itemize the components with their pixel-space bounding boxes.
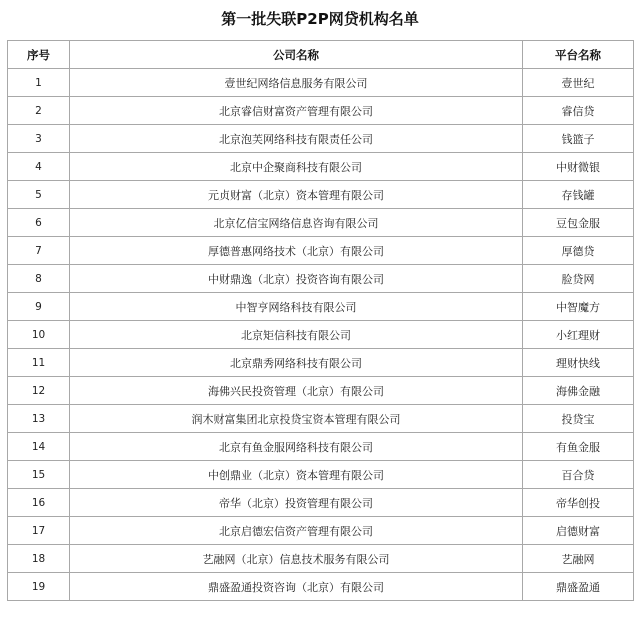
row-index: 5 <box>8 181 70 209</box>
row-index: 2 <box>8 97 70 125</box>
table-header-row <box>8 41 634 69</box>
row-index: 12 <box>8 377 70 405</box>
row-index: 17 <box>8 517 70 545</box>
row-company-name: 北京睿信财富资产管理有限公司 <box>70 97 523 125</box>
row-platform-name: 海佛金融 <box>523 377 634 405</box>
row-index: 4 <box>8 153 70 181</box>
table-row <box>8 461 634 489</box>
header-company-name: 公司名称 <box>70 41 523 69</box>
row-index: 18 <box>8 545 70 573</box>
row-index: 6 <box>8 209 70 237</box>
row-index: 19 <box>8 573 70 601</box>
row-company-name: 润木财富集团北京投贷宝资本管理有限公司 <box>70 405 523 433</box>
row-company-name: 壹世纪网络信息服务有限公司 <box>70 69 523 97</box>
row-platform-name: 脸贷网 <box>523 265 634 293</box>
table-row <box>8 181 634 209</box>
table-row <box>8 209 634 237</box>
row-platform-name: 小红理财 <box>523 321 634 349</box>
row-company-name: 元贞财富（北京）资本管理有限公司 <box>70 181 523 209</box>
row-platform-name: 壹世纪 <box>523 69 634 97</box>
row-company-name: 海佛兴民投资管理（北京）有限公司 <box>70 377 523 405</box>
row-platform-name: 睿信贷 <box>523 97 634 125</box>
row-company-name: 中财鼎逸（北京）投资咨询有限公司 <box>70 265 523 293</box>
document-title: 第一批失联P2P网贷机构名单 <box>221 10 419 28</box>
row-platform-name: 投贷宝 <box>523 405 634 433</box>
header-platform-name: 平台名称 <box>523 41 634 69</box>
table-row <box>8 125 634 153</box>
row-index: 1 <box>8 69 70 97</box>
row-platform-name: 理财快线 <box>523 349 634 377</box>
row-company-name: 中创鼎业（北京）资本管理有限公司 <box>70 461 523 489</box>
row-index: 8 <box>8 265 70 293</box>
row-company-name: 北京启德宏信资产管理有限公司 <box>70 517 523 545</box>
row-platform-name: 中财微银 <box>523 153 634 181</box>
table-row <box>8 433 634 461</box>
table-row <box>8 377 634 405</box>
row-company-name: 北京泡芙网络科技有限责任公司 <box>70 125 523 153</box>
table-row <box>8 321 634 349</box>
table-row <box>8 517 634 545</box>
row-platform-name: 存钱罐 <box>523 181 634 209</box>
row-platform-name: 百合贷 <box>523 461 634 489</box>
header-index: 序号 <box>8 41 70 69</box>
table-row <box>8 405 634 433</box>
row-platform-name: 启德财富 <box>523 517 634 545</box>
table-row <box>8 97 634 125</box>
lost-contact-platform-table <box>7 40 634 601</box>
row-company-name: 鼎盛盈通投资咨询（北京）有限公司 <box>70 573 523 601</box>
row-company-name: 厚德普惠网络技术（北京）有限公司 <box>70 237 523 265</box>
row-company-name: 北京鼎秀网络科技有限公司 <box>70 349 523 377</box>
row-index: 9 <box>8 293 70 321</box>
row-platform-name: 艺融网 <box>523 545 634 573</box>
table-row <box>8 153 634 181</box>
table-row <box>8 545 634 573</box>
table-row <box>8 489 634 517</box>
row-index: 10 <box>8 321 70 349</box>
table-row <box>8 349 634 377</box>
row-platform-name: 帝华创投 <box>523 489 634 517</box>
row-company-name: 中智亨网络科技有限公司 <box>70 293 523 321</box>
row-company-name: 北京矩信科技有限公司 <box>70 321 523 349</box>
row-platform-name: 有鱼金服 <box>523 433 634 461</box>
row-platform-name: 鼎盛盈通 <box>523 573 634 601</box>
row-platform-name: 中智魔方 <box>523 293 634 321</box>
row-index: 14 <box>8 433 70 461</box>
table-row <box>8 237 634 265</box>
row-company-name: 北京亿信宝网络信息咨询有限公司 <box>70 209 523 237</box>
row-platform-name: 豆包金服 <box>523 209 634 237</box>
row-platform-name: 厚德贷 <box>523 237 634 265</box>
row-company-name: 北京中企聚商科技有限公司 <box>70 153 523 181</box>
row-index: 11 <box>8 349 70 377</box>
row-index: 3 <box>8 125 70 153</box>
table-row <box>8 265 634 293</box>
row-index: 15 <box>8 461 70 489</box>
row-company-name: 艺融网（北京）信息技术服务有限公司 <box>70 545 523 573</box>
row-company-name: 帝华（北京）投资管理有限公司 <box>70 489 523 517</box>
table-row <box>8 573 634 601</box>
table-row <box>8 293 634 321</box>
row-index: 16 <box>8 489 70 517</box>
row-index: 7 <box>8 237 70 265</box>
table-row <box>8 69 634 97</box>
row-company-name: 北京有鱼金服网络科技有限公司 <box>70 433 523 461</box>
row-index: 13 <box>8 405 70 433</box>
row-platform-name: 钱篮子 <box>523 125 634 153</box>
